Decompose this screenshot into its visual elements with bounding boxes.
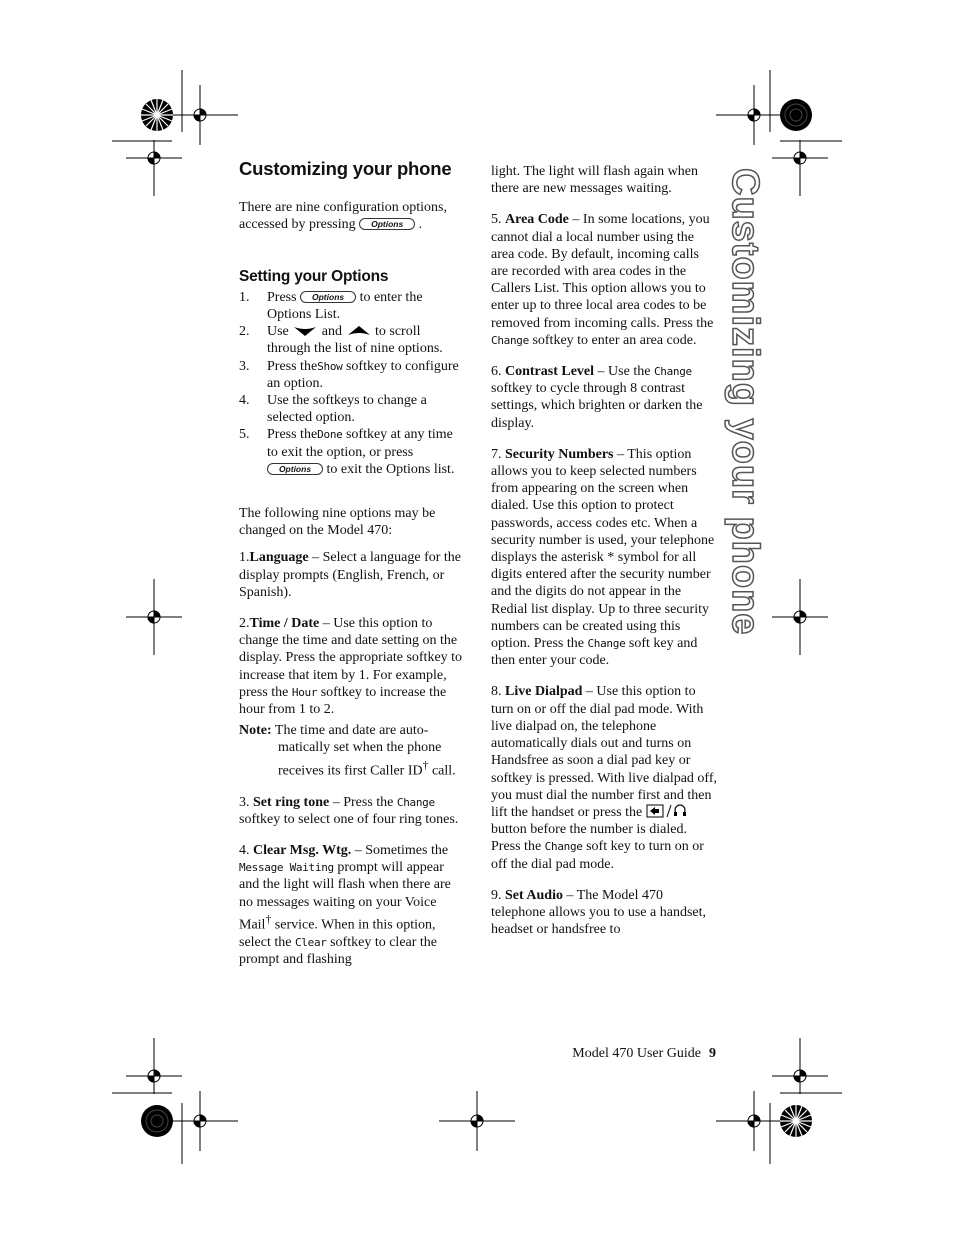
option-ring-tone: 3. Set ring tone – Press the Change softkey to select one of four ring tones. <box>239 794 459 827</box>
lcd-label: Change <box>491 333 529 347</box>
list-item: 2. Use and to scroll through the list of nine options. <box>239 324 443 357</box>
list-item: 1. Press Options to enter the Options List. <box>239 289 423 323</box>
down-arrow-key-icon <box>292 325 318 337</box>
crosshair-icon <box>716 85 784 145</box>
right-column <box>491 163 717 938</box>
page-number: 9 <box>709 1046 716 1061</box>
option-time-date: 2.Time / Date – Use this option to change the time and date setting on the display. Press the appropriate softkey to increase that item by 1. For example, press the Hour softkey to increase the hour from 1 to 2. <box>239 616 463 718</box>
crosshair-icon <box>170 85 238 145</box>
crosshair-icon <box>126 1038 182 1094</box>
option-clear-msg: 4. Clear Msg. Wtg. – Sometimes the Message Waiting prompt will appear and the light will flash when there are no messages waiting on your Voice Mail† service. When in this option, select the Clear softkey to clear the prompt and flashing <box>239 842 451 967</box>
lcd-label: Message Waiting <box>239 861 334 875</box>
option-security: 7. Security Numbers – This option allows you to keep selected numbers from appearing on the screen when dialed. Use this option to protect passwords, access codes etc. When a security number is used, your telephone displays the asterisk * symbol for all digits entered after the security number and the digits do not appear in the Redial list display. Up to three security numbers can be created using this option. Press the Change soft key and then enter your code. <box>491 446 715 669</box>
option-language: 1.Language – Select a language for the display prompts (English, French, or Spanish). <box>239 550 462 600</box>
option-set-audio: 9. Set Audio – The Model 470 telephone allows you to use a handset, headset or handsfree to <box>491 887 707 938</box>
list-item: 4. Use the softkeys to change a selected option. <box>239 393 427 426</box>
options-softkey: Options <box>359 218 415 230</box>
lcd-label: Done <box>317 428 343 442</box>
crosshair-icon <box>716 1091 784 1151</box>
page-title: Customizing your phone <box>239 158 452 179</box>
crosshair-icon <box>439 1091 515 1151</box>
lcd-label: Change <box>587 637 626 651</box>
option-contrast: 6. Contrast Level – Use the Change softkey to cycle through 8 contrast settings, which brighten or darken the display. <box>491 364 703 431</box>
starburst-icon <box>780 99 812 131</box>
list-item: 5. Press theDone softkey at any time to exit the option, or press Options to exit the Options list. <box>239 427 455 477</box>
section-heading: Setting your Options <box>239 267 389 285</box>
crosshair-icon <box>170 1091 238 1151</box>
lcd-label: Show <box>317 359 343 373</box>
lcd-label: Clear <box>294 935 327 949</box>
page-footer <box>540 1046 716 1062</box>
lcd-label: Change <box>653 365 692 379</box>
starburst-icon <box>141 99 173 131</box>
intro-paragraph: There are nine configuration options, accessed by pressing Options . <box>239 200 447 233</box>
options-softkey: Options <box>300 291 356 303</box>
option-area-code: 5. Area Code – In some locations, you cannot dial a local number using the area code. By default, incoming calls are recorded with area codes in the Callers List. This option allows you to enter up to three local area codes to be removed from incoming calls. Press the Change softkey to enter an area code. <box>491 212 714 348</box>
crosshair-icon <box>126 140 182 196</box>
option-live-dialpad: 8. Live Dialpad – Use this option to turn on or off the dial pad mode. With live dialpad on, the telephone automatically dials out and turns on Handsfree as soon a dial pad key or softkey is pressed. With live dialpad off, you must dial the number first and then lift the handset or press the button before the number is dialed. Press the Change soft key to turn on or off the dial pad mode. <box>491 684 717 872</box>
list-item: 3. Press theShow softkey to configure an option. <box>239 358 459 391</box>
side-tab <box>722 168 766 636</box>
starburst-icon <box>780 1105 812 1137</box>
note: Note: The time and date are auto-matically set when the phone receives its first Caller ID† call. <box>239 723 456 779</box>
lcd-label: Change <box>396 795 435 809</box>
paragraph: light. The light will flash again when there are new messages waiting. <box>491 164 698 197</box>
starburst-icon <box>141 1105 173 1137</box>
lcd-label: Change <box>544 840 583 854</box>
footer-guide-title: Model 470 User Guide <box>572 1046 701 1061</box>
crosshair-icon <box>126 579 182 655</box>
lcd-label: Hour <box>291 685 318 699</box>
options-softkey: Options <box>267 463 323 475</box>
paragraph: The following nine options may be changed on the Model 470: <box>239 506 436 539</box>
left-column <box>239 160 465 968</box>
crosshair-icon <box>772 1038 828 1094</box>
side-tab-label: Customizing your phone <box>724 168 766 636</box>
crosshair-icon <box>772 579 828 655</box>
steps-list <box>239 289 465 478</box>
up-arrow-key-icon <box>346 325 372 337</box>
speaker-headset-icon <box>646 804 688 818</box>
crosshair-icon <box>772 140 828 196</box>
